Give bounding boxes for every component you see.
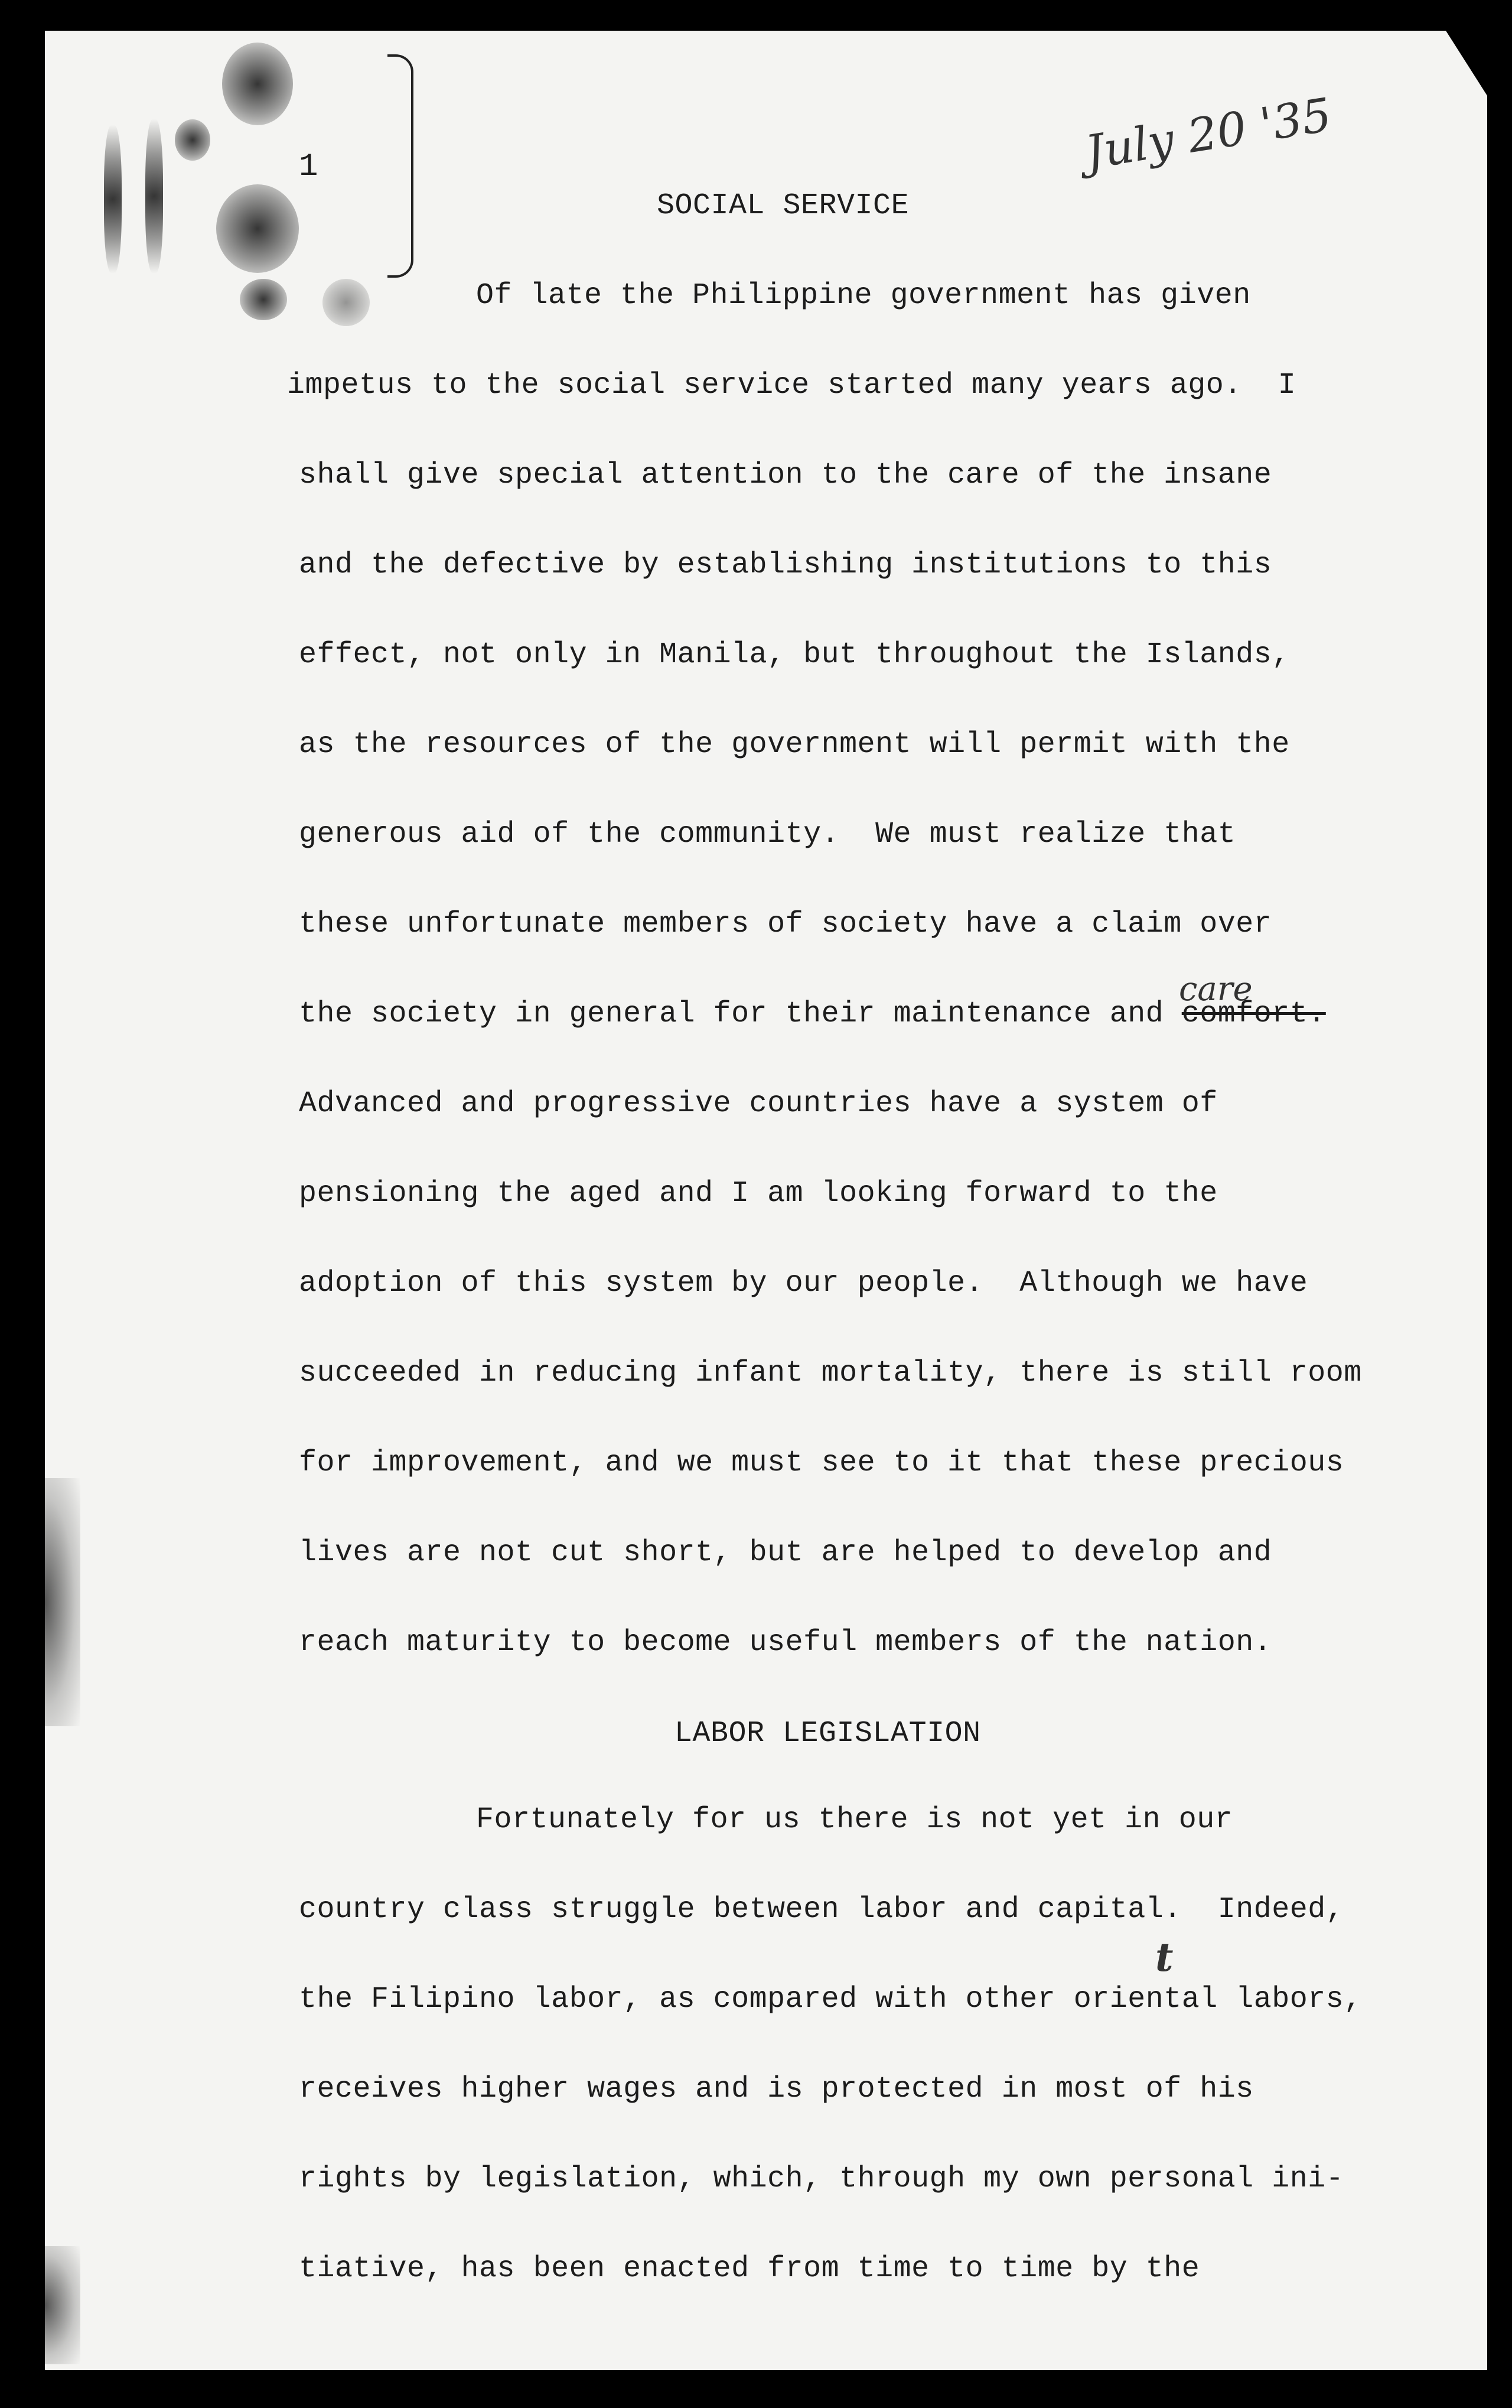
text-line: lives are not cut short, but are helped to develop and [299,1536,1272,1570]
text-line: as the resources of the government will permit with the [299,728,1290,762]
ink-smudge [145,119,163,273]
ink-smudge [216,184,299,273]
bracket-mark [387,54,413,278]
text-line: tiative, has been enacted from time to time by the [299,2252,1200,2286]
ink-smudge [104,125,122,273]
text-line: Of late the Philippine government has given [476,279,1251,313]
text-line: adoption of this system by our people. Although we have [299,1267,1308,1300]
text-line: generous aid of the community. We must realize that [299,818,1236,851]
edge-shadow [45,1478,80,1726]
edge-shadow [45,2246,80,2364]
section-heading-labor-legislation: LABOR LEGISLATION [674,1717,981,1750]
text-line: these unfortunate members of society have a claim over [299,907,1272,941]
text-line: for improvement, and we must see to it that these precious [299,1446,1344,1480]
section-heading-social-service: SOCIAL SERVICE [657,189,910,223]
text-line: shall give special attention to the care of the insane [299,458,1272,492]
text-line: succeeded in reducing infant mortality, there is still room [299,1356,1362,1390]
ink-smudge [175,119,210,161]
ink-smudge [240,279,287,320]
folded-corner [1446,31,1487,96]
page-number: 1 [299,149,318,185]
handwritten-insertion: t [1155,1934,1174,1980]
document-page [45,31,1487,2370]
text-line: effect, not only in Manila, but throughout the Islands, [299,638,1290,672]
text-line [299,997,1326,1031]
ink-smudge [322,279,370,326]
text-line: impetus to the social service started many years ago. I [287,369,1296,402]
text-line: reach maturity to become useful members of the nation. [299,1626,1272,1659]
text-line: Fortunately for us there is not yet in our [476,1803,1233,1837]
text-line: Advanced and progressive countries have a system of [299,1087,1218,1121]
ink-smudge [222,43,293,125]
text-line: pensioning the aged and I am looking forward to the [299,1177,1218,1210]
text-line: country class struggle between labor and capital. Indeed, [299,1893,1344,1927]
text-line: receives higher wages and is protected in most of his [299,2072,1254,2106]
text-line: rights by legislation, which, through my own personal ini- [299,2162,1344,2196]
text-line-main: the society in general for their maintenance and [299,997,1164,1031]
handwritten-insertion: care [1179,970,1253,1008]
text-line: the Filipino labor, as compared with other oriental labors, [299,1983,1362,2016]
text-line: and the defective by establishing institutions to this [299,548,1272,582]
struck-word: comfort. [1181,997,1326,1031]
handwritten-date: July 20 '35 [1081,88,1335,180]
